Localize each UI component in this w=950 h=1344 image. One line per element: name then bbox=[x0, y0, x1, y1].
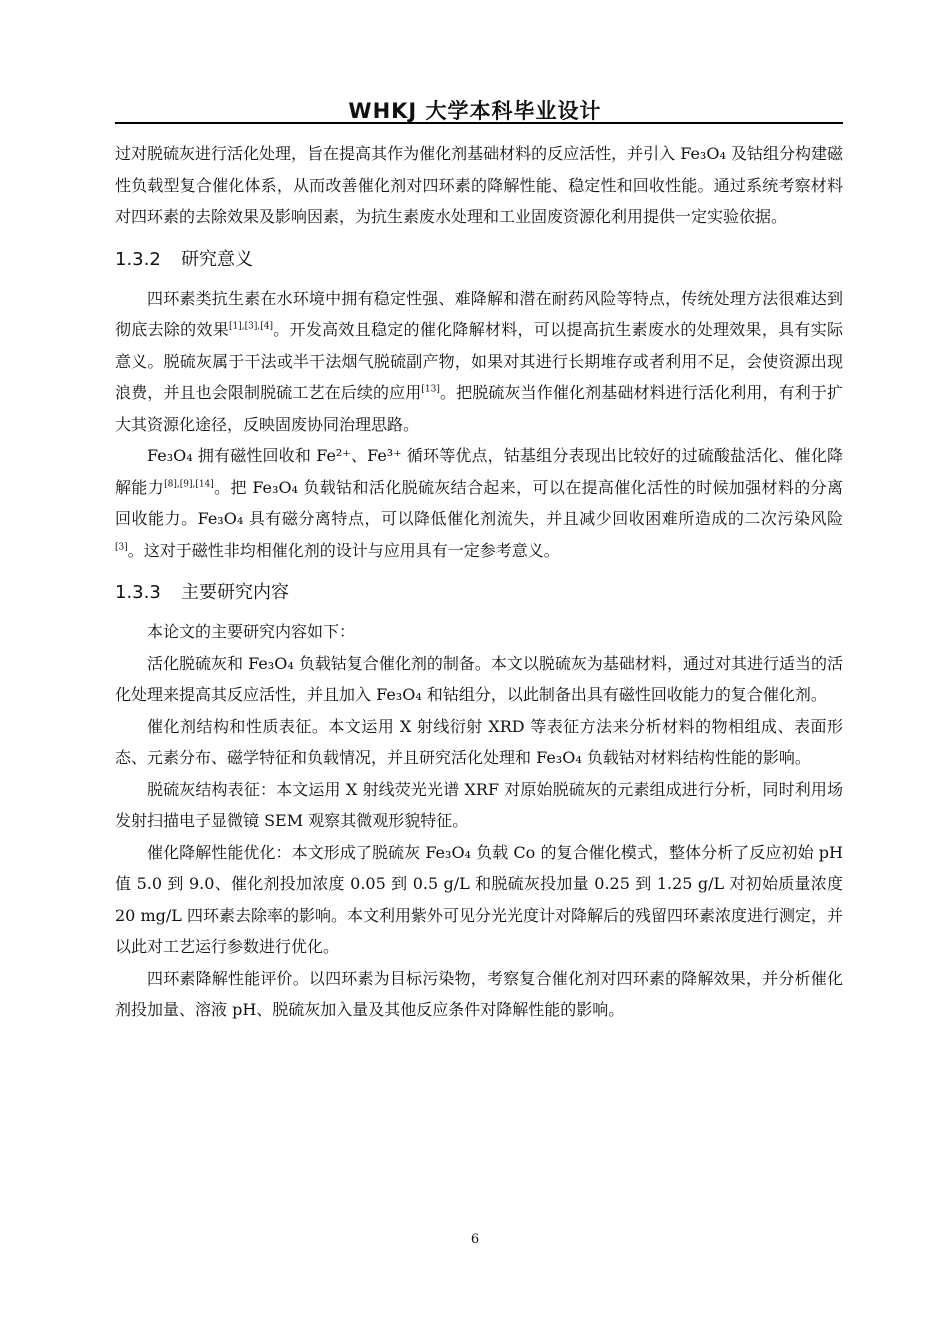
citation: [1],[3],[4] bbox=[229, 321, 273, 332]
section-heading-1-3-2 bbox=[115, 243, 843, 277]
paragraph-content-1: 活化脱硫灰和 Fe₃O₄ 负载钴复合催化剂的制备。本文以脱硫灰为基础材料，通过对其进行适当的活化处理来提高其反应活性，并且加入 Fe₃O₄ 和钴组分，以此制备出具有磁性回收能力的复合催化剂。 bbox=[115, 653, 843, 704]
section-number: 1.3.3 bbox=[115, 582, 161, 603]
citation: [3] bbox=[115, 542, 128, 553]
paragraph-content-4: 催化降解性能优化：本文形成了脱硫灰 Fe₃O₄ 负载 Co 的复合催化模式，整体分析了反应初始 pH 值 5.0 到 9.0、催化剂投加浓度 0.05 到 0.5 g/L 和脱硫灰投加量 0.25 到 1.25 g/L 对初始质量浓度 20 mg/L 四环素去除率的影响。本文利用紫外可见分光光度计对降解后的残留四环素浓度进行测定，并以此对工艺运行参数进行优化。 bbox=[115, 842, 843, 956]
paragraph-content-3: 脱硫灰结构表征：本文运用 X 射线荧光光谱 XRF 对原始脱硫灰的元素组成进行分析，同时利用场发射扫描电子显微镜 SEM 观察其微观形貌特征。 bbox=[115, 779, 843, 830]
section-title: 主要研究内容 bbox=[181, 582, 289, 603]
citation: [8],[9],[14] bbox=[164, 479, 214, 490]
header-rule bbox=[115, 122, 843, 124]
body-content bbox=[115, 138, 843, 1026]
section-heading-1-3-3 bbox=[115, 576, 843, 610]
page-number: 6 bbox=[470, 1232, 480, 1247]
paragraph-significance-2: Fe₃O₄ 拥有磁性回收和 Fe²⁺、Fe³⁺ 循环等优点，钴基组分表现出比较好的过硫酸盐活化、催化降解能力[8],[9],[14]。把 Fe₃O₄ 负载钴和活化脱硫灰结合起来，可以在提高催化活性的时候加强材料的分离回收能力。Fe₃O₄ 具有磁分离特点，可以降低催化剂流失，并且减少回收困难所造成的二次污染风险[3]。这对于磁性非均相催化剂的设计与应用具有一定参考意义。 bbox=[115, 446, 843, 560]
running-header: WHKJ 大学本科毕业设计 bbox=[348, 99, 602, 123]
section-number: 1.3.2 bbox=[115, 248, 161, 270]
paragraph-intro-continued: 过对脱硫灰进行活化处理，旨在提高其作为催化剂基础材料的反应活性，并引入 Fe₃O₄ 及钴组分构建磁性负载型复合催化体系，从而改善催化剂对四环素的降解性能、稳定性和回收性能。通过系统考察材料对四环素的去除效果及影响因素，为抗生素废水处理和工业固废资源化利用提供一定实验依据。 bbox=[115, 144, 843, 226]
paragraph-content-lead: 本论文的主要研究内容如下： bbox=[147, 622, 356, 641]
section-title: 研究意义 bbox=[181, 248, 253, 270]
paragraph-content-5: 四环素降解性能评价。以四环素为目标污染物，考察复合催化剂对四环素的降解效果，并分析催化剂投加量、溶液 pH、脱硫灰加入量及其他反应条件对降解性能的影响。 bbox=[115, 968, 843, 1019]
citation: [13] bbox=[421, 384, 440, 395]
paragraph-significance-1: 四环素类抗生素在水环境中拥有稳定性强、难降解和潜在耐药风险等特点，传统处理方法很难达到彻底去除的效果[1],[3],[4]。开发高效且稳定的催化降解材料，可以提高抗生素废水的处理效果，具有实际意义。脱硫灰属于干法或半干法烟气脱硫副产物，如果对其进行长期堆存或者利用不足，会使资源出现浪费，并且也会限制脱硫工艺在后续的应用[13]。把脱硫灰当作催化剂基础材料进行活化利用，有利于扩大其资源化途径，反映固废协同治理思路。 bbox=[115, 288, 843, 434]
paragraph-content-2: 催化剂结构和性质表征。本文运用 X 射线衍射 XRD 等表征方法来分析材料的物相组成、表面形态、元素分布、磁学特征和负载情况，并且研究活化处理和 Fe₃O₄ 负载钴对材料结构性能的影响。 bbox=[115, 716, 843, 767]
